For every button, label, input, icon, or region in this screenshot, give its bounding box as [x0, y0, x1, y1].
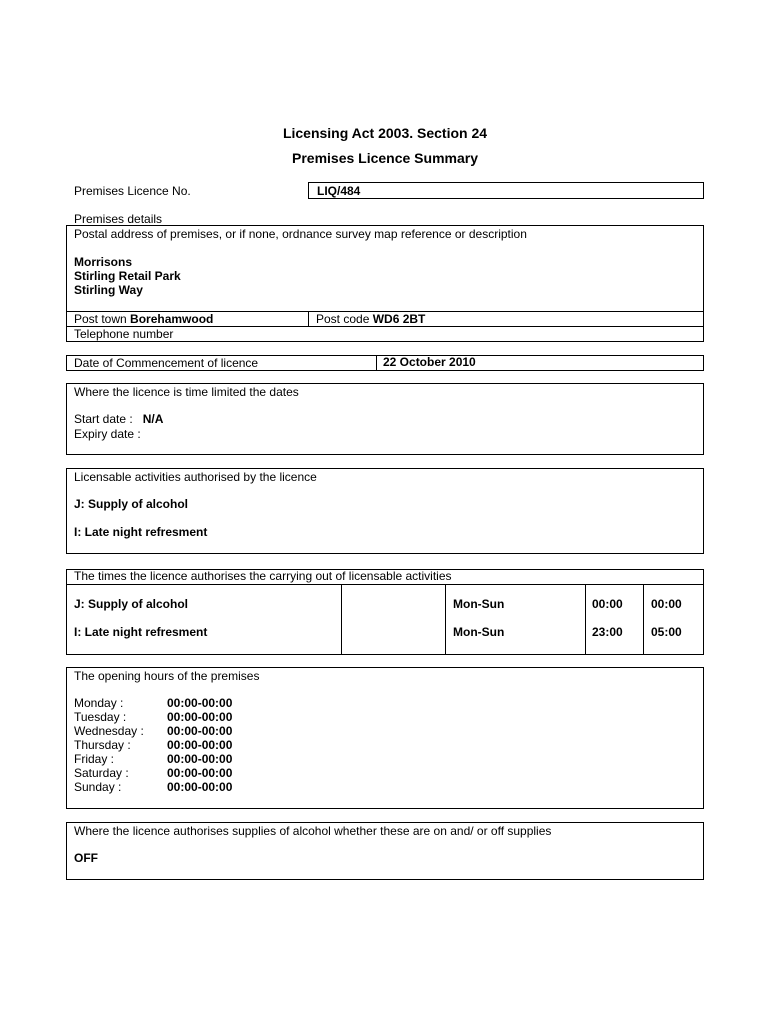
commencement-label: Date of Commencement of licence: [74, 356, 259, 370]
post-code-value: WD6 2BT: [372, 312, 426, 326]
expiry-date-label: Expiry date :: [74, 427, 141, 441]
opening-hours-value: 00:00-00:00: [167, 752, 233, 766]
address-line: Stirling Retail Park: [74, 269, 181, 283]
start-date-value: N/A: [142, 412, 164, 426]
opening-hours-value: 00:00-00:00: [167, 710, 233, 724]
document-title: Licensing Act 2003. Section 24: [282, 125, 488, 141]
address-line: Morrisons: [74, 255, 133, 269]
opening-day: Tuesday :: [74, 710, 127, 724]
divider: [445, 584, 446, 655]
start-date-label: Start date :: [74, 412, 133, 426]
post-town-value: Borehamwood: [130, 312, 214, 326]
opening-day: Monday :: [74, 696, 124, 710]
time-limited-heading: Where the licence is time limited the dates: [74, 385, 299, 399]
times-row-start: 23:00: [592, 625, 623, 639]
times-row-days: Mon-Sun: [453, 597, 505, 611]
premises-heading: Premises details: [74, 212, 163, 226]
post-town-label: Post town: [74, 312, 127, 326]
post-code-label: Post code: [316, 312, 370, 326]
opening-hours-value: 00:00-00:00: [167, 724, 233, 738]
supplies-value: OFF: [74, 851, 98, 865]
times-heading: The times the licence authorises the carrying out of licensable activities: [74, 569, 452, 583]
commencement-value: 22 October 2010: [383, 355, 476, 369]
document-subtitle: Premises Licence Summary: [292, 150, 478, 166]
licence-no-box: [308, 182, 704, 199]
post-town: [74, 312, 213, 326]
times-row-days: Mon-Sun: [453, 625, 505, 639]
times-row-activity: I: Late night refresment: [74, 625, 208, 639]
opening-hours-value: 00:00-00:00: [167, 696, 233, 710]
activity-item: J: Supply of alcohol: [74, 497, 189, 511]
opening-hours-box: [66, 667, 704, 809]
times-row-end: 05:00: [651, 625, 682, 639]
divider: [308, 311, 309, 326]
opening-hours-value: 00:00-00:00: [167, 766, 233, 780]
telephone-label: Telephone number: [74, 327, 174, 341]
opening-hours-value: 00:00-00:00: [167, 780, 233, 794]
post-code: [316, 312, 425, 326]
opening-day: Friday :: [74, 752, 115, 766]
address-line: Stirling Way: [74, 283, 143, 297]
opening-hours-value: 00:00-00:00: [167, 738, 233, 752]
address-label: Postal address of premises, or if none, ordnance survey map reference or description: [74, 227, 527, 241]
times-row-activity: J: Supply of alcohol: [74, 597, 189, 611]
divider: [585, 584, 586, 655]
opening-day: Sunday :: [74, 780, 122, 794]
divider: [341, 584, 342, 655]
supplies-heading: Where the licence authorises supplies of alcohol whether these are on and/ or off supplies: [74, 824, 552, 838]
opening-day: Thursday :: [74, 738, 131, 752]
opening-day: Wednesday :: [74, 724, 144, 738]
start-date: [74, 412, 163, 426]
times-row-start: 00:00: [592, 597, 623, 611]
opening-day: Saturday :: [74, 766, 129, 780]
times-row-end: 00:00: [651, 597, 682, 611]
divider: [643, 584, 644, 655]
activities-heading: Licensable activities authorised by the licence: [74, 470, 317, 484]
licence-no-label: Premises Licence No.: [74, 184, 191, 198]
times-table: [66, 584, 704, 655]
opening-hours-heading: The opening hours of the premises: [74, 669, 260, 683]
divider: [376, 355, 377, 371]
licence-no-value: LIQ/484: [317, 184, 361, 198]
activity-item: I: Late night refresment: [74, 525, 208, 539]
